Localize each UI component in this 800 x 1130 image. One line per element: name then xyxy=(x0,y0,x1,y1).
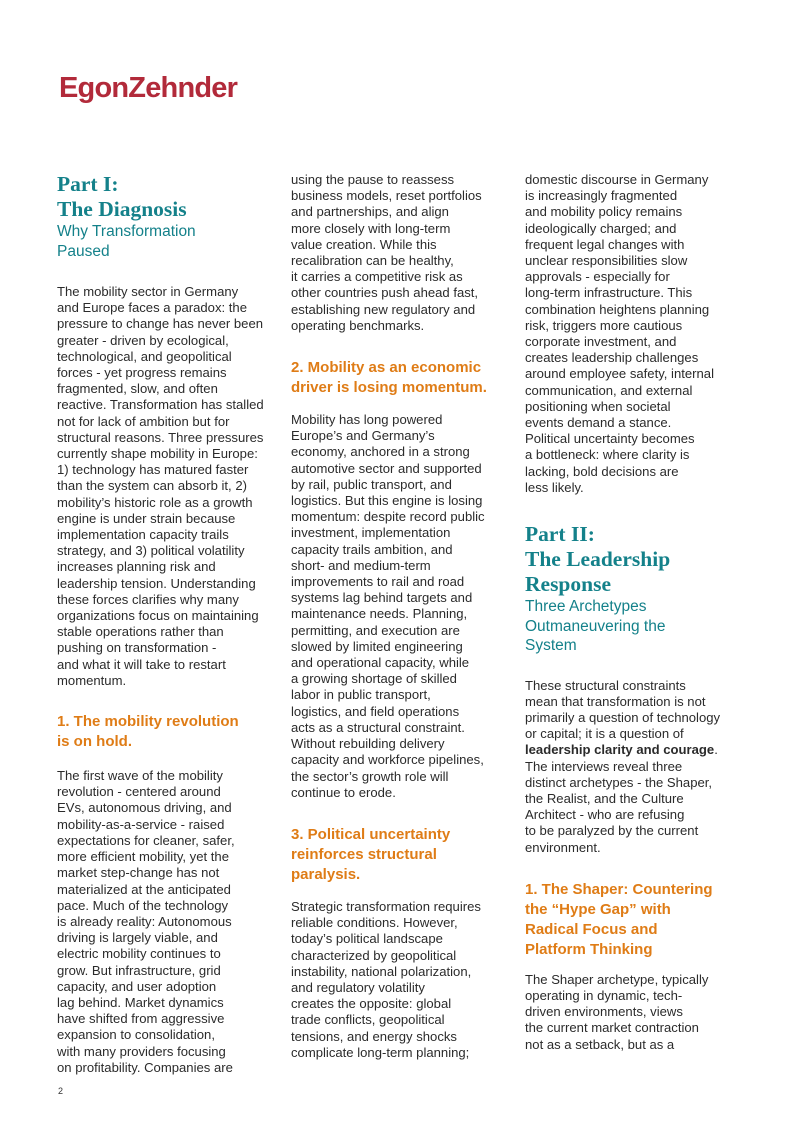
section-3-continued-paragraph: domestic discourse in Germany is increasingly fragmented and mobility policy remains ideologically charged; and frequent legal changes with unclear responsibilities slow approvals - especially for long-term infrastructure. This combination heightens planning risk, triggers more cautious corporate investment, and creates leadership challenges around employee safety, internal communication, and external positioning when societal events demand a stance. Political uncertainty becomes a bottleneck: where clarity is lacking, bold decisions are less likely. xyxy=(525,172,715,495)
part-2-intro-text-a: These structural constraints mean that transformation is not primarily a question of technology or capital; it is a question of xyxy=(525,677,721,742)
egon-zehnder-logo: EgonZehnder xyxy=(59,72,238,104)
part-1-intro-paragraph: The mobility sector in Germany and Europe faces a paradox: the pressure to change has never been greater - driven by ecological, technological, and geopolitical forces - yet progress remains fragmented, slow, and often reactive. Transformation has stalled not for lack of ambition but for structural reasons. Three pressures currently shape mobility in Europe: 1) technology has matured faster than the system can absorb it, 2) mobility’s historic role as a growth engine is under strain because implementation capacity trails strategy, and 3) political volatility increases planning risk and leadership tension. Understanding these forces clarifies why many organizations focus on maintaining stable operations rather than pushing on transformation - and what it will take to restart momentum. xyxy=(57,284,264,688)
part-2-title-line3: Response xyxy=(525,572,612,597)
section-3-heading: 3. Political uncertainty reinforces structural paralysis. xyxy=(291,825,451,883)
part-2-subtitle: Three Archetypes Outmaneuvering the System xyxy=(525,598,666,655)
section-1-heading: 1. The mobility revolution is on hold. xyxy=(57,713,239,751)
section-2-paragraph: Mobility has long powered Europe’s and Germany’s economy, anchored in a strong automotive sector and supported by rail, public transport, and logistics. But this engine is losing momentum: despite record public investment, implementation capacity trails ambition, and short- and medium-term improvements to rail and road systems lag behind targets and maintenance needs. Planning, permitting, and execution are slowed by limited engineering and operational capacity, while a growing shortage of skilled labor in public transport, logistics, and field operations acts as a structural constraint. Without rebuilding delivery capacity and workforce pipelines, the sector’s growth role will continue to erode. xyxy=(291,412,485,800)
column-left xyxy=(57,172,279,1076)
part-2-title xyxy=(525,522,745,597)
column-middle xyxy=(291,172,509,1061)
part-1-title xyxy=(57,172,279,222)
page-number: 2 xyxy=(58,1086,64,1096)
part-2-intro-paragraph xyxy=(525,678,745,856)
part-1-subtitle: Why Transformation Paused xyxy=(57,223,196,260)
column-right xyxy=(525,172,745,1053)
shaper-paragraph: The Shaper archetype, typically operating in dynamic, tech- driven environments, views the current market contraction not as a setback, but as a xyxy=(525,971,709,1052)
leadership-emphasis: leadership clarity and courage xyxy=(525,742,715,758)
section-3-paragraph: Strategic transformation requires reliable conditions. However, today’s political landscape characterized by geopolitical instability, national polarization, and regulatory volatility creates the opposite: global trade conflicts, geopolitical tensions, and energy shocks complicate long-term planning; xyxy=(291,898,481,1060)
shaper-heading: 1. The Shaper: Countering the “Hype Gap” with Radical Focus and Platform Thinking xyxy=(525,880,713,958)
part-2-intro-text-b: . The interviews reveal three distinct archetypes - the Shaper, the Realist, and the Culture Architect - who are refusing to be paralyzed by the current environment. xyxy=(525,742,718,855)
section-1-paragraph: The first wave of the mobility revolution - centered around EVs, autonomous driving, and mobility-as-a-service - raised expectations for cleaner, safer, more efficient mobility, yet the market step-change has not materialized at the anticipated pace. Much of the technology is already reality: Autonomous driving is largely viable, and electric mobility continues to grow. But infrastructure, grid capacity, and user adoption lag behind. Market dynamics have shifted from aggressive expansion to consolidation, with many providers focusing on profitability. Companies are xyxy=(57,768,235,1075)
part-2-title-line2: The Leadership xyxy=(525,547,671,572)
part-1-title-line1: Part I: xyxy=(57,172,119,196)
section-2-heading: 2. Mobility as an economic driver is losing momentum. xyxy=(291,359,487,397)
section-1-continued-paragraph: using the pause to reassess business models, reset portfolios and partnerships, and align more closely with long-term value creation. While this recalibration can be healthy, it carries a competitive risk as other countries push ahead fast, establishing new regulatory and operating benchmarks. xyxy=(291,172,482,333)
part-1-title-line2: The Diagnosis xyxy=(57,197,187,221)
part-2-title-line1: Part II: xyxy=(525,522,595,547)
